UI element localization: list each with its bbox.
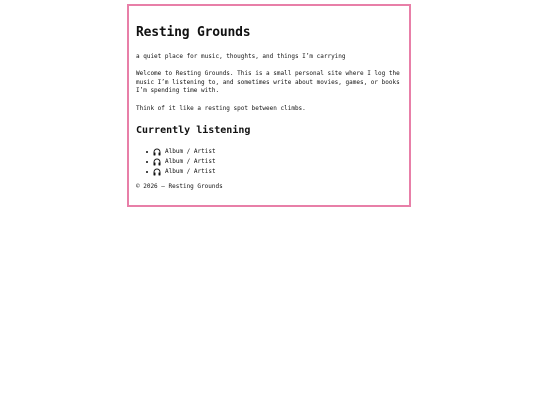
headphones-icon <box>153 158 161 166</box>
listening-item-label: Album / Artist <box>165 148 216 155</box>
listening-list <box>136 147 403 177</box>
site-title: Resting Grounds <box>136 25 251 40</box>
card-content <box>129 6 409 191</box>
currently-listening-heading: Currently listening <box>136 125 251 136</box>
headphones-icon <box>153 168 161 176</box>
bullet-icon <box>146 151 148 153</box>
bullet-icon <box>146 161 148 163</box>
listening-item-label: Album / Artist <box>165 168 216 175</box>
footer-copyright: © 2026 — Resting Grounds <box>136 183 223 190</box>
site-tagline: a quiet place for music, thoughts, and things I’m carrying <box>136 53 346 60</box>
bullet-icon <box>146 171 148 173</box>
intro-paragraph-2: Think of it like a resting spot between climbs. <box>136 104 306 112</box>
list-item <box>146 167 403 177</box>
list-item <box>146 157 403 167</box>
list-item <box>146 147 403 157</box>
intro-paragraph-1: Welcome to Resting Grounds. This is a small personal site where I log the music I’m listening to, and sometimes write about movies, games, or books I’m spending time with. <box>136 70 400 94</box>
main-card <box>127 4 411 207</box>
listening-item-label: Album / Artist <box>165 158 216 165</box>
headphones-icon <box>153 148 161 156</box>
